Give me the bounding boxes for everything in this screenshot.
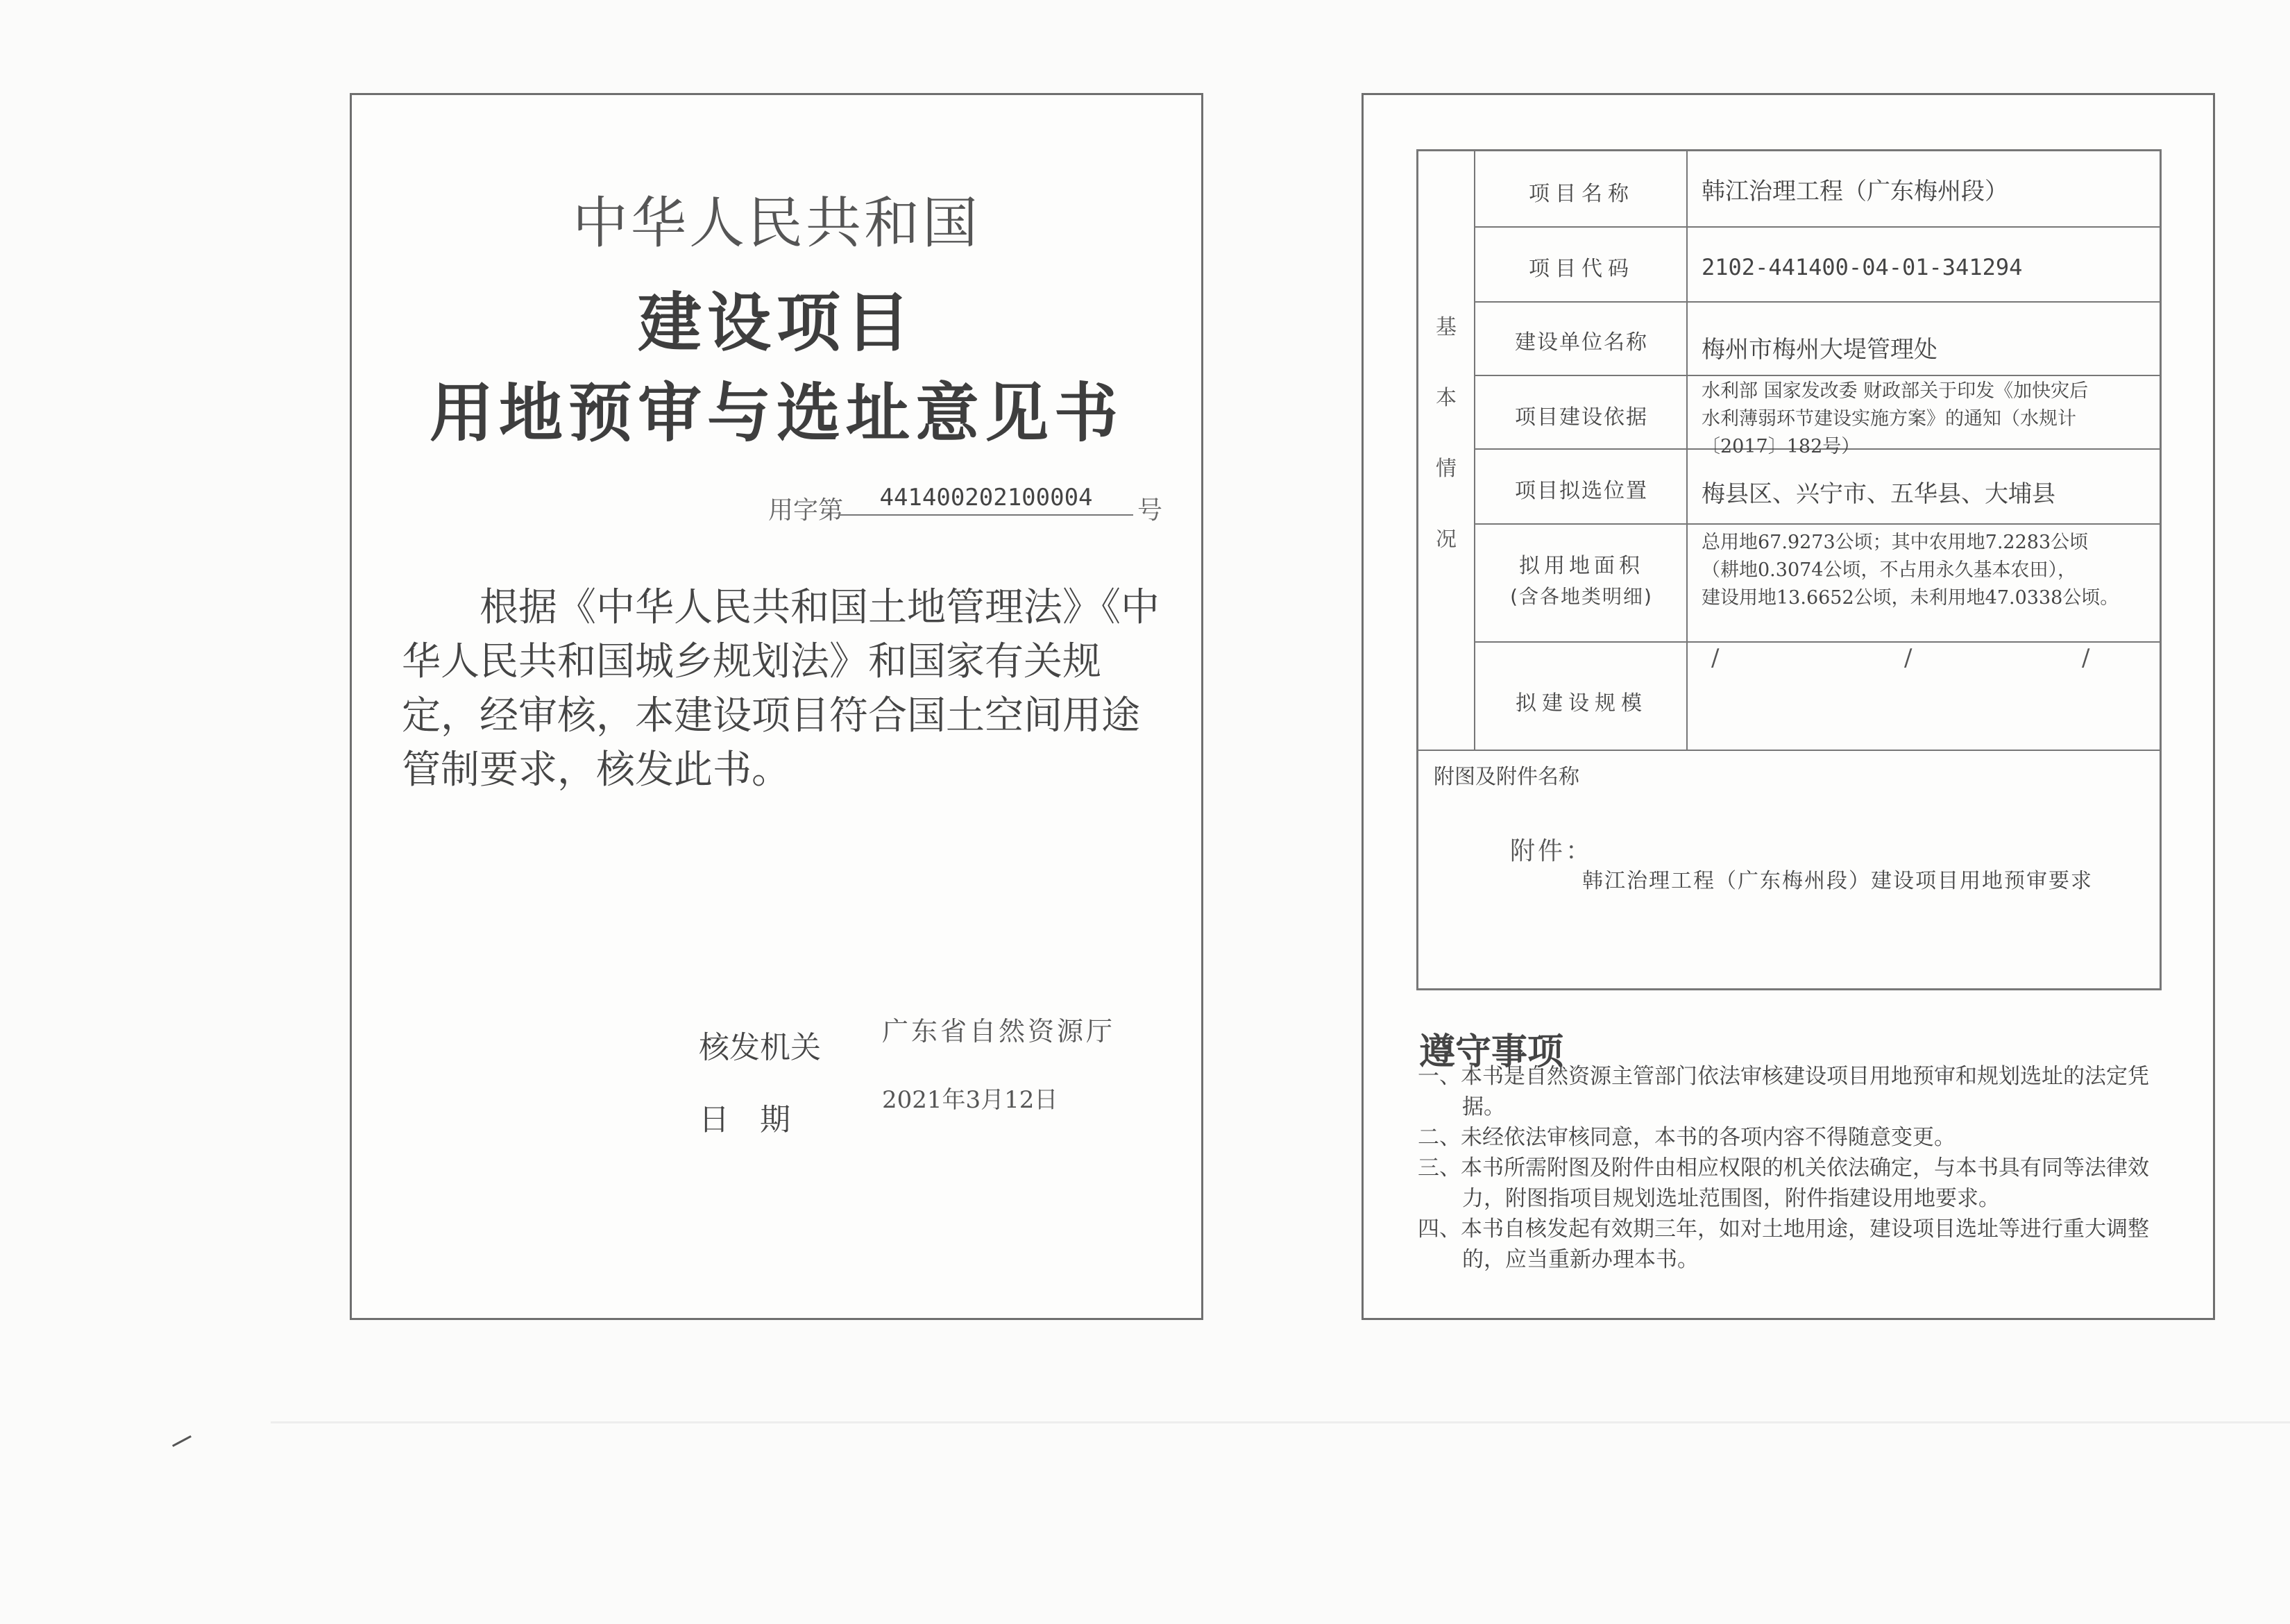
date-label: 日期: [699, 1102, 821, 1137]
section-label-char: 况: [1436, 527, 1457, 552]
issuer-label: 核发机关: [699, 1030, 821, 1065]
certificate-detail-page: [1362, 93, 2215, 1320]
table-row-line: [1474, 375, 2161, 376]
attachment-item: 韩江治理工程（广东梅州段）建设项目用地预审要求: [1582, 869, 2093, 893]
land-area-sublabel: (含各地类明细): [1510, 585, 1653, 608]
notes-title: 遵守事项: [1419, 1031, 1564, 1073]
declaration-text: 根据《中华人民共和国土地管理法》《中华人民共和国城乡规划法》和国家有关规定，经审核，本建设项目符合国土空间用途管制要求，核发此书。: [402, 585, 1160, 793]
project-name-label: 项目名称: [1529, 182, 1634, 206]
construction-scale-mark: /: [2082, 644, 2090, 672]
project-code-value: 2102-441400-04-01-341294: [1702, 254, 2023, 280]
issuer-value: 广东省自然资源厅: [882, 1016, 1116, 1047]
section-label-column: [1418, 151, 1475, 750]
construction-scale-label: 拟建设规模: [1516, 691, 1647, 716]
construction-unit-label: 建设单位名称: [1515, 330, 1648, 355]
section-label-char: 基: [1436, 315, 1457, 339]
note-item: 四、本书自核发起有效期三年，如对土地用途，建设项目选址等进行重大调整的，应当重新办理本书。: [1418, 1217, 2149, 1272]
scan-fold-line: [271, 1421, 2290, 1423]
document-title-line1: 建设项目: [637, 286, 915, 360]
table-row-line: [1474, 226, 2161, 228]
date-value: 2021年3月12日: [882, 1086, 1058, 1114]
construction-basis-label: 项目建设依据: [1515, 405, 1648, 430]
land-area-line: （耕地0.3074公顷，不占用永久基本农田），: [1702, 559, 2076, 581]
land-area-line: 建设用地13.6652公顷，未利用地47.0338公顷。: [1702, 587, 2119, 609]
document-title-line2: 用地预审与选址意见书: [429, 376, 1123, 450]
project-name-value: 韩江治理工程（广东梅州段）: [1702, 178, 2008, 205]
basic-info-table: [1416, 149, 2162, 990]
attachments-label: 附件：: [1510, 837, 1594, 865]
doc-number-prefix: 用字第: [768, 496, 844, 525]
construction-scale-mark: /: [1904, 644, 1912, 672]
table-row-line: [1418, 750, 2161, 751]
proposed-location-label: 项目拟选位置: [1515, 479, 1648, 503]
project-code-label: 项目代码: [1529, 257, 1634, 281]
doc-number: 441400202100004: [839, 484, 1133, 516]
attachments-title: 附图及附件名称: [1434, 765, 1579, 789]
construction-basis-line: 〔2017〕182号）: [1702, 436, 1860, 457]
construction-scale-mark: /: [1711, 644, 1720, 672]
section-label-char: 情: [1436, 457, 1457, 481]
doc-number-suffix: 号: [1137, 496, 1163, 525]
table-row-line: [1474, 523, 2161, 525]
proposed-location-value: 梅县区、兴宁市、五华县、大埔县: [1702, 480, 2055, 508]
land-area-label: 拟用地面积: [1519, 554, 1644, 578]
certificate-cover-page: [350, 93, 1203, 1320]
note-item: 三、本书所需附图及附件由相应权限的机关依法确定，与本书具有同等法律效力，附图指项目规划选址范围图，附件指建设用地要求。: [1418, 1156, 2149, 1211]
section-label-char: 本: [1436, 386, 1457, 410]
note-item: 一、本书是自然资源主管部门依法审核建设项目用地预审和规划选址的法定凭据。: [1418, 1064, 2149, 1119]
scan-mark: [172, 1435, 192, 1447]
table-row-line: [1474, 641, 2161, 643]
country-heading: 中华人民共和国: [572, 191, 981, 255]
table-divider: [1686, 151, 1688, 750]
table-row-line: [1474, 301, 2161, 303]
note-item: 二、未经依法审核同意，本书的各项内容不得随意变更。: [1418, 1125, 1956, 1150]
construction-basis-line: 水利薄弱环节建设实施方案》的通知（水规计: [1702, 408, 2076, 430]
construction-unit-value: 梅州市梅州大堤管理处: [1702, 336, 1937, 364]
construction-basis-line: 水利部 国家发改委 财政部关于印发《加快灾后: [1702, 380, 2089, 402]
land-area-line: 总用地67.9273公顷；其中农用地7.2283公顷: [1702, 532, 2089, 553]
